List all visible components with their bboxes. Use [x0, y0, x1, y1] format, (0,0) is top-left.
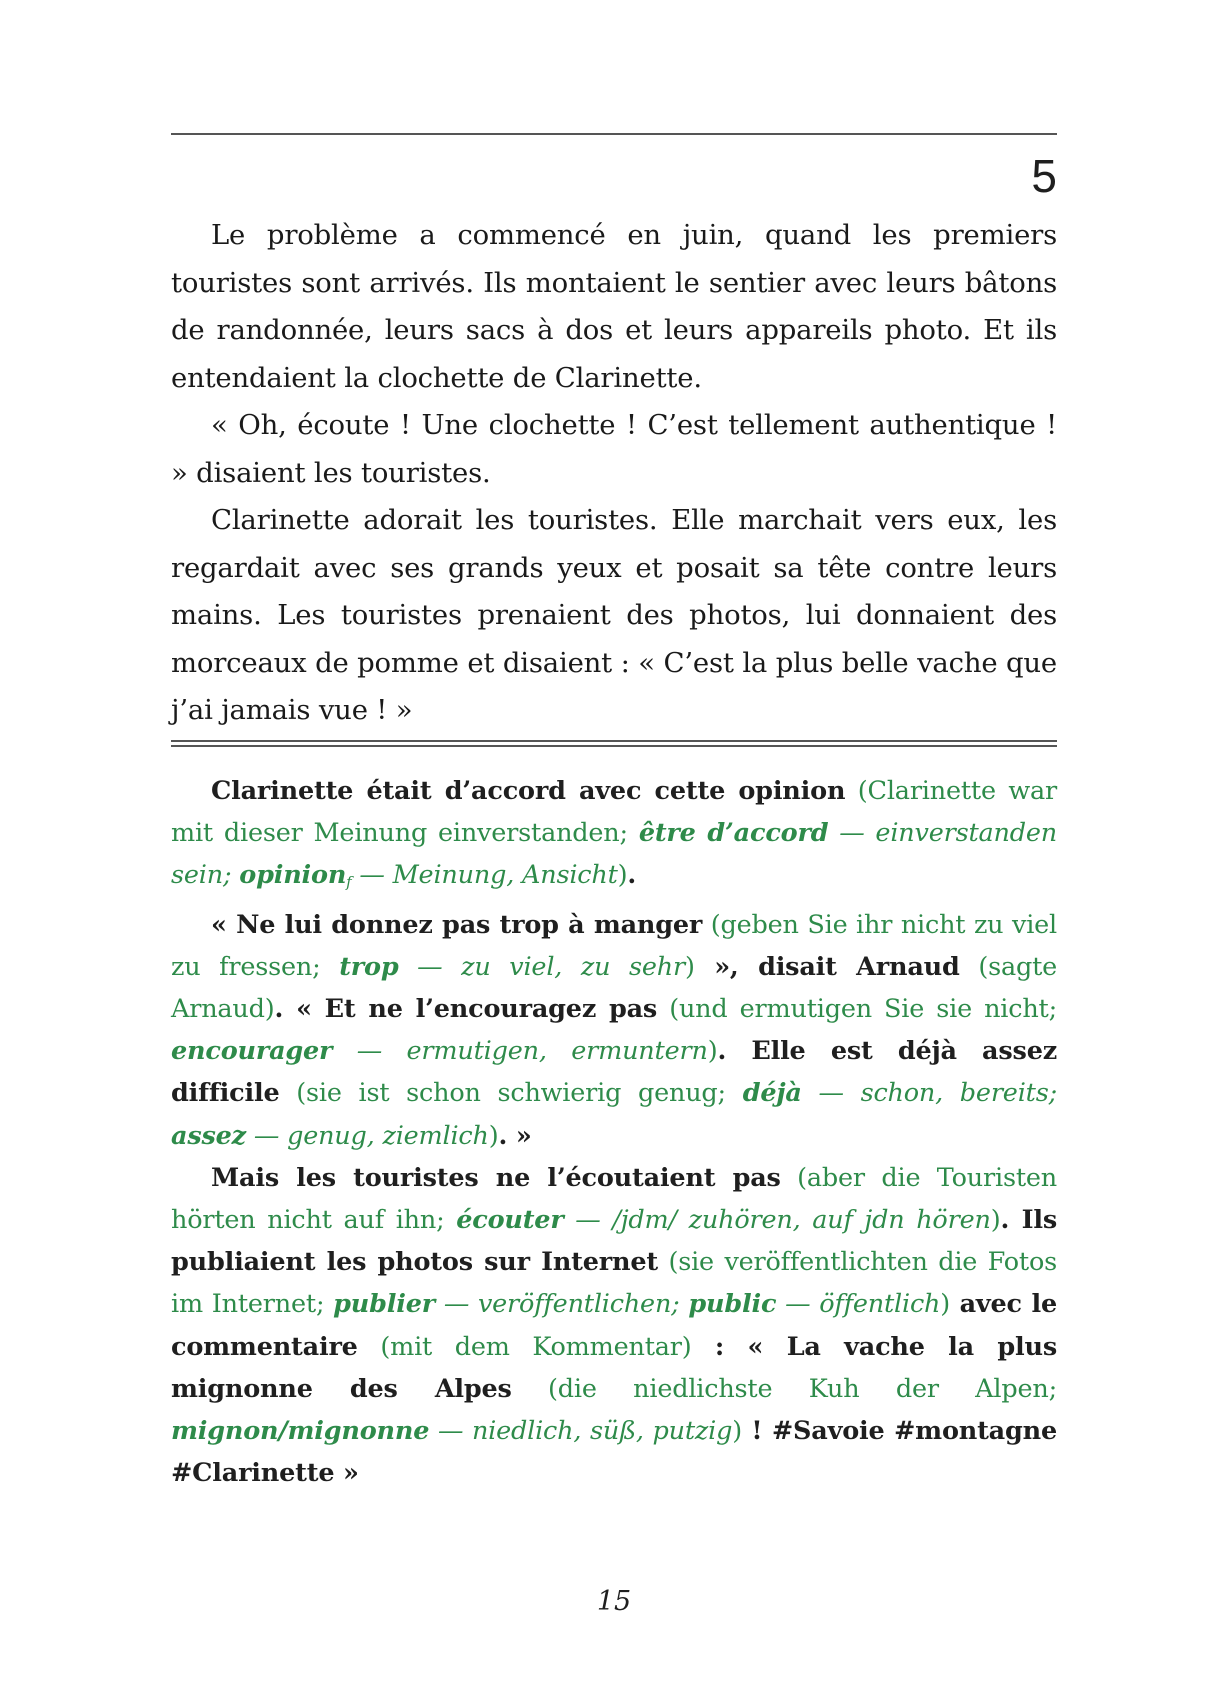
source-phrase: avec le commentaire	[171, 1289, 1057, 1362]
translation-close: )	[488, 1120, 499, 1151]
vocab-term: mignon/mignonne	[171, 1416, 430, 1447]
translation-close: )	[732, 1416, 742, 1447]
translation: (sie veröffentlichten die Fotos im Internet;	[171, 1247, 1057, 1320]
vocab-definition: — ermutigen, ermuntern	[332, 1036, 708, 1067]
vocab-definition: — Meinung, Ansicht	[351, 860, 618, 891]
translation-close: )	[685, 951, 695, 982]
source-phrase: . « Et ne l’encouragez pas	[274, 994, 658, 1025]
section-divider	[171, 740, 1057, 747]
source-phrase: . »	[498, 1120, 532, 1151]
vocab-term: public	[688, 1289, 777, 1320]
translation: (sie ist schon schwierig genug;	[279, 1078, 743, 1109]
translation: (sagte Arnaud)	[171, 951, 1058, 1025]
translation: (Clarinette war mit dieser Meinung einverstanden;	[171, 776, 1057, 849]
source-phrase: », disait Arnaud	[694, 951, 960, 982]
vocab-term: être d’accord	[638, 818, 829, 849]
annotated-paragraph-2	[171, 904, 1057, 1157]
vocab-definition: — veröffentlichen;	[435, 1289, 689, 1320]
story-paragraph-1: Le problème a commencé en juin, quand les premiers touristes sont arrivés. Ils montaient le sentier avec leurs bâtons de randonnée, leurs sacs à dos et leurs appareils photo. Et ils entendaient la clochette de Clarinette.	[171, 219, 1057, 394]
annotated-text	[171, 770, 1057, 1494]
vocab-definition: — öffentlich	[776, 1289, 941, 1320]
source-phrase: .	[627, 860, 637, 891]
vocab-term: déjà	[742, 1078, 802, 1109]
source-phrase: ! #Savoie #montagne #Clarinette »	[171, 1416, 1057, 1489]
vocab-term: encourager	[171, 1036, 333, 1067]
translation: (aber die Touristen hörten nicht auf ihn;	[171, 1162, 1058, 1236]
chapter-number: 5	[1031, 150, 1057, 202]
translation-close: )	[990, 1205, 1001, 1236]
translation-close: )	[707, 1036, 718, 1067]
vocab-term: assez	[171, 1120, 246, 1151]
annotated-paragraph-1	[171, 770, 1057, 904]
source-phrase: Mais les touristes ne l’écoutaient pas	[211, 1162, 781, 1193]
vocab-definition: — zu viel, zu sehr	[398, 951, 685, 982]
annotated-paragraph-3	[171, 1157, 1057, 1495]
vocab-term: publier	[333, 1289, 436, 1320]
translation: (und ermutigen Sie sie nicht;	[657, 994, 1057, 1025]
vocab-definition: — schon, bereits;	[801, 1078, 1057, 1109]
source-phrase: « Ne lui donnez pas trop à manger	[211, 909, 703, 940]
source-phrase: . Ils publiaient les photos sur Internet	[171, 1205, 1057, 1278]
translation: (mit dem Kommentar)	[357, 1331, 692, 1362]
story-paragraph-2: « Oh, écoute ! Une clochette ! C’est tellement authentique ! » disaient les touristes.	[171, 409, 1057, 489]
source-phrase: : « La vache la plus mignonne des Alpes	[171, 1331, 1058, 1404]
translation-close: )	[617, 860, 628, 891]
page-number: 15	[596, 1586, 632, 1617]
vocab-definition: — einverstanden sein;	[171, 818, 1057, 891]
vocab-definition: — niedlich, süß, putzig	[429, 1416, 733, 1447]
translation: (die niedlichste Kuh der Alpen;	[511, 1373, 1057, 1404]
translation-close: )	[940, 1289, 950, 1320]
vocab-term: écouter	[456, 1205, 564, 1236]
vocab-term: trop	[339, 951, 399, 982]
translation: (geben Sie ihr nicht zu viel zu fressen;	[171, 909, 1057, 982]
source-phrase: . Elle est déjà assez difficile	[171, 1036, 1057, 1109]
source-phrase: Clarinette était d’accord avec cette opinion	[211, 776, 846, 806]
gender-marker: f	[346, 873, 352, 892]
vocab-definition: — genug, ziemlich	[245, 1120, 489, 1151]
top-rule	[171, 133, 1057, 135]
vocab-term: opinion	[239, 860, 347, 891]
story-text	[171, 212, 1057, 735]
story-paragraph-3: Clarinette adorait les touristes. Elle marchait vers eux, les regardait avec ses grands yeux et posait sa tête contre leurs mains. Les touristes prenaient des photos, lui donnaient des morceaux de pomme et disaient : « C’est la plus belle vache que j’ai jamais vue ! »	[171, 504, 1057, 726]
vocab-definition: — /jdm/ zuhören, auf jdn hören	[563, 1205, 991, 1236]
